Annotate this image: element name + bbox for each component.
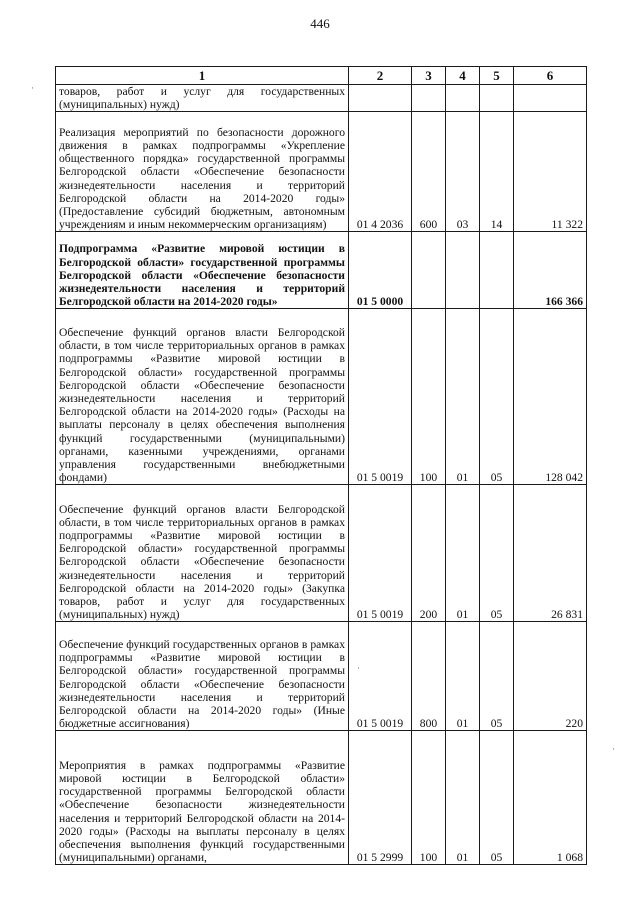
- row-description: Обеспечение функций органов власти Белгородской области, в том числе территориальных органов в рамках подпрограммы «Развитие мировой юстиции в Белгородской области» государственной программы Белгородской области «Обеспечение безопасности жизнедеятельности населения и территорий Белгородской области на 2014-2020 годы» (Закупка товаров, работ и услуг для государственных (муниципальных) нужд): [56, 485, 349, 622]
- table-row: [56, 112, 587, 232]
- scan-speck: ·: [612, 744, 615, 754]
- row-section: 01: [446, 731, 480, 865]
- row-amount: 11 322: [514, 112, 587, 232]
- budget-table: [55, 66, 587, 865]
- row-target-code: 01 5 0000: [349, 232, 412, 309]
- row-subsection: [480, 85, 514, 112]
- row-amount: 128 042: [514, 309, 587, 485]
- row-description: товаров, работ и услуг для государственных (муниципальных) нужд): [56, 85, 349, 112]
- row-amount: [514, 85, 587, 112]
- row-expense-type: [412, 85, 446, 112]
- row-expense-type: 100: [412, 309, 446, 485]
- row-section: [446, 85, 480, 112]
- row-subsection: 05: [480, 622, 514, 731]
- table-row: [56, 485, 587, 622]
- col-header-subsection: 5: [480, 67, 514, 85]
- row-amount: 220: [514, 622, 587, 731]
- row-description: Подпрограмма «Развитие мировой юстиции в Белгородской области» государственной программы Белгородской области «Обеспечение безопасности жизнедеятельности населения и территорий Белгородской области на 2014-2020 годы»: [56, 232, 349, 309]
- col-header-target-code: 2: [349, 67, 412, 85]
- row-subsection: 14: [480, 112, 514, 232]
- scan-speck: ·: [31, 83, 34, 93]
- row-amount: 166 366: [514, 232, 587, 309]
- table-row-subprogram: [56, 232, 587, 309]
- table-row: [56, 622, 587, 731]
- row-expense-type: [412, 232, 446, 309]
- row-description: Обеспечение функций органов власти Белгородской области, в том числе территориальных органов в рамках подпрограммы «Развитие мировой юстиции в Белгородской области» государственной программы Белгородской области «Обеспечение безопасности жизнедеятельности населения и территорий Белгородской области на 2014-2020 годы» (Расходы на выплаты персоналу в целях обеспечения выполнения функций государственными (муниципальными) органами, казенными учреждениями, органами управления государственными внебюджетными фондами): [56, 309, 349, 485]
- row-section: 01: [446, 622, 480, 731]
- row-section: 03: [446, 112, 480, 232]
- col-header-amount: 6: [514, 67, 587, 85]
- page-number: 446: [310, 16, 330, 31]
- row-section: [446, 232, 480, 309]
- row-subsection: 05: [480, 485, 514, 622]
- row-target-code: 01 5 0019: [349, 622, 412, 731]
- row-target-code: 01 5 0019: [349, 309, 412, 485]
- col-header-description: 1: [56, 67, 349, 85]
- scan-speck: ·: [357, 663, 360, 673]
- row-description: Реализация мероприятий по безопасности дорожного движения в рамках подпрограммы «Укрепление общественного порядка» государственной программы Белгородской области «Обеспечение безопасности жизнедеятельности населения и территорий Белгородской области на 2014-2020 годы» (Предоставление субсидий бюджетным, автономным учреждениям и иным некоммерческим организациям): [56, 112, 349, 232]
- row-subsection: [480, 232, 514, 309]
- row-target-code: 01 5 0019: [349, 485, 412, 622]
- row-target-code: 01 5 2999: [349, 731, 412, 865]
- col-header-expense-type: 3: [412, 67, 446, 85]
- row-section: 01: [446, 309, 480, 485]
- row-description: Обеспечение функций государственных органов в рамках подпрограммы «Развитие мировой юстиции в Белгородской области» государственной программы Белгородской области «Обеспечение безопасности жизнедеятельности населения и территорий Белгородской области на 2014-2020 годы» (Иные бюджетные ассигнования): [56, 622, 349, 731]
- row-expense-type: 200: [412, 485, 446, 622]
- col-header-section: 4: [446, 67, 480, 85]
- row-target-code: [349, 85, 412, 112]
- row-amount: 1 068: [514, 731, 587, 865]
- table-row: [56, 731, 587, 865]
- row-target-code: 01 4 2036: [349, 112, 412, 232]
- row-subsection: 05: [480, 731, 514, 865]
- table-row: [56, 85, 587, 112]
- row-expense-type: 100: [412, 731, 446, 865]
- row-subsection: 05: [480, 309, 514, 485]
- row-section: 01: [446, 485, 480, 622]
- row-expense-type: 800: [412, 622, 446, 731]
- row-expense-type: 600: [412, 112, 446, 232]
- table-header-row: [56, 67, 587, 85]
- table-row: [56, 309, 587, 485]
- row-amount: 26 831: [514, 485, 587, 622]
- row-description: Мероприятия в рамках подпрограммы «Развитие мировой юстиции в Белгородской области» государственной программы Белгородской области «Обеспечение безопасности жизнедеятельности населения и территорий Белгородской области на 2014-2020 годы» (Расходы на выплаты персоналу в целях обеспечения выполнения функций государственными (муниципальными) органами,: [56, 731, 349, 865]
